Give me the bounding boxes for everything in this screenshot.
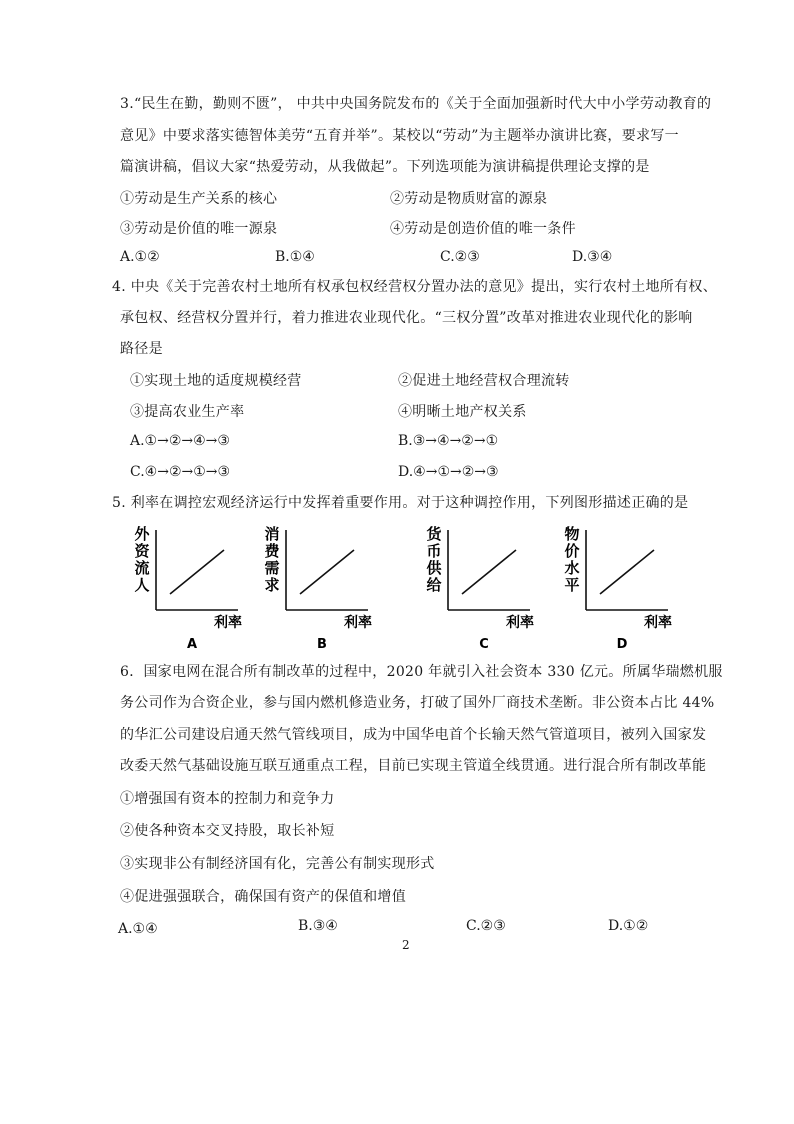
q6-option-b[interactable]: B.③④ [298, 918, 338, 934]
y-axis-label-char: 物 [564, 525, 580, 543]
q3-item-1: ①劳动是生产关系的核心 [120, 191, 278, 207]
chart-svg [564, 525, 678, 652]
q3-option-a[interactable]: A.①② [120, 249, 160, 265]
q4-option-a[interactable]: A.①→②→④→③ [130, 433, 230, 449]
y-axis-label-char: 价 [564, 542, 580, 560]
chart-svg [134, 525, 248, 652]
y-axis-label-char: 币 [426, 542, 442, 560]
y-axis-label-char: 消 [264, 525, 280, 543]
series-line [300, 550, 354, 594]
q4-item-2: ②促进土地经营权合理流转 [398, 373, 570, 389]
y-axis-label-char: 平 [564, 576, 580, 594]
series-line [170, 550, 224, 594]
q6-item-2: ②使各种资本交叉持股，取长补短 [120, 823, 335, 839]
q6-item-4: ④促进强强联合，确保国有资产的保值和增值 [120, 889, 406, 905]
q6-stem-line-4: 改委天然气基础设施互联互通重点工程，目前已实现主管道全线贯通。进行混合所有制改革能 [120, 758, 707, 774]
y-axis-label-char: 资 [134, 542, 150, 560]
y-axis-label-char: 外 [134, 525, 150, 543]
chart-c [426, 525, 540, 652]
chart-svg [426, 525, 540, 652]
x-axis-label: 利率 [344, 615, 372, 631]
q6-option-a[interactable]: A.①④ [118, 921, 158, 937]
q3-item-2: ②劳动是物质财富的源泉 [390, 191, 548, 207]
q6-stem-line-2: 务公司作为合资企业，参与国内燃机修造业务，打破了国外厂商技术垄断。非公资本占比 44% [120, 695, 715, 711]
series-line [462, 550, 516, 594]
q4-option-d[interactable]: D.④→①→②→③ [398, 464, 499, 480]
q4-item-3: ③提高农业生产率 [130, 404, 245, 420]
chart-letter: C [479, 637, 489, 652]
q6-option-c[interactable]: C.②③ [466, 918, 506, 934]
q4-stem-line-3: 路径是 [120, 341, 163, 357]
q4-option-b[interactable]: B.③→④→②→① [398, 433, 499, 449]
q4-option-c[interactable]: C.④→②→①→③ [130, 464, 231, 480]
q3-option-d[interactable]: D.③④ [572, 249, 613, 265]
y-axis-label-char: 费 [264, 542, 280, 560]
q4-stem-line-2: 承包权、经营权分置并行，着力推进农业现代化。“三权分置”改革对推进农业现代化的影响 [120, 310, 693, 326]
x-axis-label: 利率 [506, 615, 534, 631]
q4-item-1: ①实现土地的适度规模经营 [130, 373, 302, 389]
y-axis-label-char: 需 [264, 559, 280, 577]
chart-a [134, 525, 248, 652]
q6-stem-line-3: 的华汇公司建设启通天然气管线项目，成为中国华电首个长输天然气管道项目，被列入国家发 [120, 727, 707, 743]
q3-item-3: ③劳动是价值的唯一源泉 [120, 221, 278, 237]
chart-letter: A [186, 637, 198, 652]
q3-option-c[interactable]: C.②③ [440, 249, 480, 265]
series-line [600, 550, 654, 594]
q6-item-3: ③实现非公有制经济国有化，完善公有制实现形式 [120, 856, 435, 872]
q6-stem-line-1: 6．国家电网在混合所有制改革的过程中，2020 年就引入社会资本 330 亿元。所属华瑞燃机服 [120, 664, 723, 680]
chart-letter: B [317, 637, 327, 652]
x-axis-label: 利率 [644, 615, 672, 631]
q3-stem-line-3: 篇演讲稿，倡议大家“热爱劳动，从我做起”。下列选项能为演讲稿提供理论支撑的是 [120, 159, 650, 175]
q3-stem-line-2: 意见》中要求落实德智体美劳“五育并举”。某校以“劳动”为主题举办演讲比赛，要求写一 [120, 128, 679, 144]
x-axis-label: 利率 [214, 615, 242, 631]
q6-item-1: ①增强国有资本的控制力和竞争力 [120, 791, 335, 807]
q3-option-b[interactable]: B.①④ [275, 249, 315, 265]
chart-d [564, 525, 678, 652]
chart-b [264, 525, 378, 652]
q3-stem-line-1: 3.“民生在勤，勤则不匮”， 中共中央国务院发布的《关于全面加强新时代大中小学劳动教育的 [120, 96, 712, 112]
y-axis-label-char: 水 [564, 559, 580, 577]
q5-stem: 5. 利率在调控宏观经济运行中发挥着重要作用。对于这种调控作用，下列图形描述正确的是 [112, 495, 689, 511]
page-number: 2 [402, 938, 410, 952]
y-axis-label-char: 供 [426, 559, 442, 577]
y-axis-label-char: 给 [426, 576, 442, 594]
y-axis-label-char: 货 [426, 525, 442, 543]
q4-item-4: ④明晰土地产权关系 [398, 404, 527, 420]
q4-stem-line-1: 4. 中央《关于完善农村土地所有权承包权经营权分置办法的意见》提出，实行农村土地所有权、 [112, 279, 718, 295]
y-axis-label-char: 流 [134, 559, 150, 577]
q6-option-d[interactable]: D.①② [608, 918, 649, 934]
chart-svg [264, 525, 378, 652]
chart-letter: D [616, 637, 628, 652]
q3-item-4: ④劳动是创造价值的唯一条件 [390, 221, 576, 237]
y-axis-label-char: 人 [134, 576, 150, 594]
y-axis-label-char: 求 [264, 576, 280, 594]
